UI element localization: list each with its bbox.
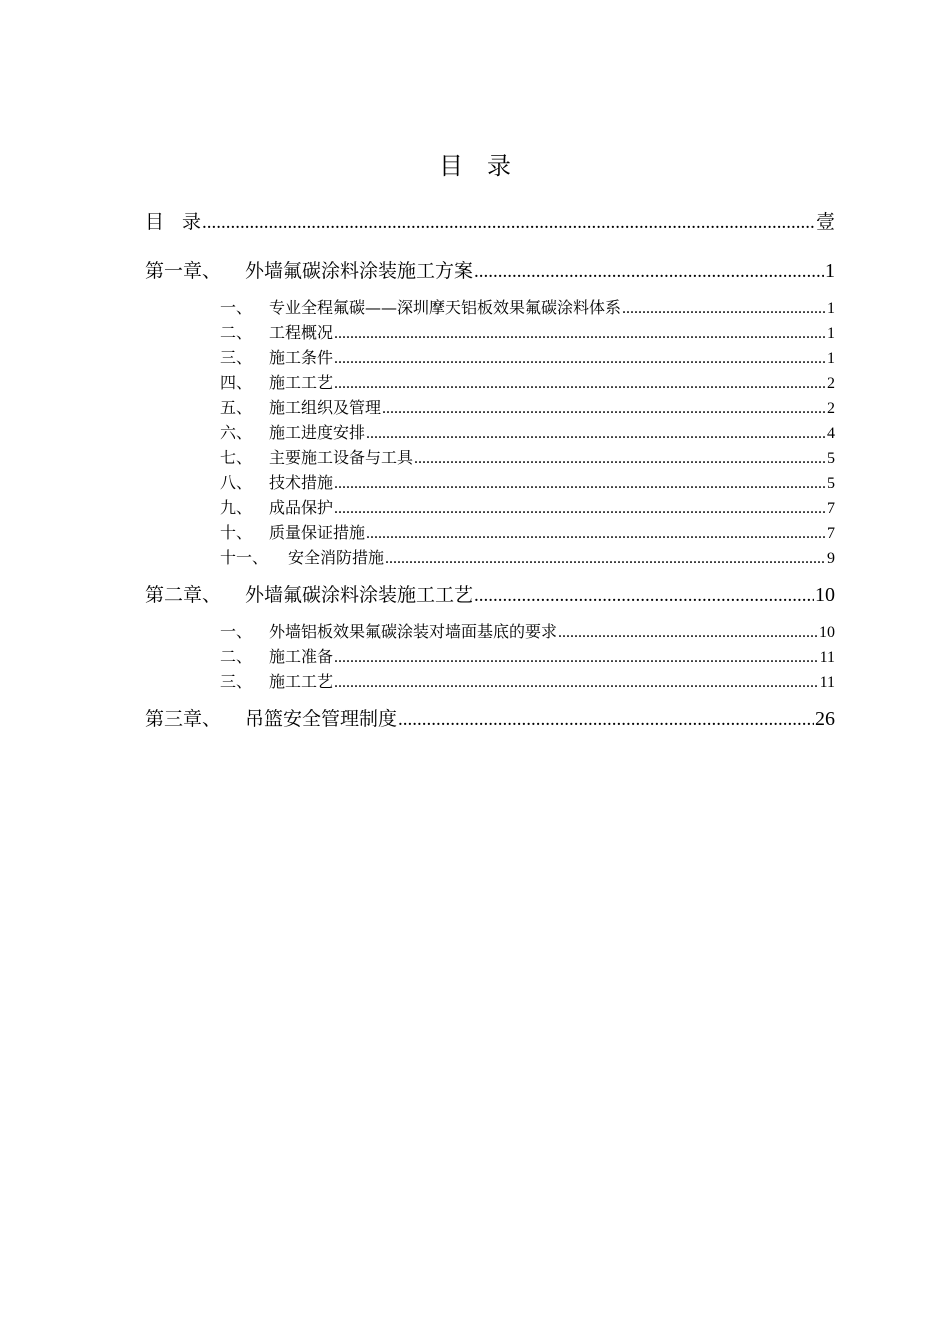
- section-title: 主要施工设备与工具: [269, 448, 414, 467]
- section-title: 成品保护: [269, 498, 334, 517]
- toc-page-number: 9: [827, 550, 835, 567]
- toc-section[interactable]: [220, 521, 835, 545]
- dot-leader: [334, 347, 826, 370]
- dot-leader: [366, 522, 826, 545]
- section-number: 十一、: [220, 548, 269, 567]
- section-title: 专业全程氟碳——深圳摩天铝板效果氟碳涂料体系: [269, 298, 622, 317]
- chapter-title: 吊篮安全管理制度: [245, 708, 398, 730]
- section-title: 施工条件: [269, 348, 334, 367]
- dot-leader: [398, 706, 814, 733]
- toc-page-number: 5: [827, 450, 835, 467]
- dot-leader: [474, 258, 824, 285]
- dot-leader: [334, 671, 819, 694]
- toc-section[interactable]: [220, 546, 835, 570]
- page-title-text: 目 录: [439, 152, 511, 180]
- dot-leader: [334, 497, 826, 520]
- section-number: 八、: [220, 473, 253, 492]
- chapter-number: 第三章、: [145, 708, 222, 730]
- section-number: 三、: [220, 672, 253, 691]
- section-number: 九、: [220, 498, 253, 517]
- section-title: 施工工艺: [269, 373, 334, 392]
- toc-page-number: 壹: [815, 211, 835, 233]
- dot-leader: [622, 297, 826, 320]
- toc-section[interactable]: [220, 446, 835, 470]
- section-title: 工程概况: [269, 323, 334, 342]
- toc-chapter-3[interactable]: [145, 705, 835, 733]
- toc-entry-contents[interactable]: [145, 207, 835, 237]
- section-title: 施工工艺: [269, 672, 334, 691]
- dot-leader: [474, 582, 814, 609]
- section-title: 施工进度安排: [269, 423, 366, 442]
- toc-entry-title: 目 录: [145, 211, 202, 233]
- section-number: 一、: [220, 622, 253, 641]
- dot-leader: [334, 322, 826, 345]
- section-number: 四、: [220, 373, 253, 392]
- chapter-title: 外墙氟碳涂料涂装施工工艺: [245, 584, 474, 606]
- section-title: 施工准备: [269, 647, 334, 666]
- toc-page-number: 1: [827, 325, 835, 342]
- section-number: 一、: [220, 298, 253, 317]
- section-title: 技术措施: [269, 473, 334, 492]
- toc-page-number: 10: [819, 624, 835, 641]
- dot-leader: [202, 208, 815, 237]
- toc-section[interactable]: [220, 496, 835, 520]
- toc-page-number: 1: [825, 260, 835, 282]
- toc-chapter-1[interactable]: [145, 257, 835, 285]
- toc-page-number: 5: [827, 475, 835, 492]
- toc-page-number: 11: [819, 649, 835, 666]
- toc-page-number: 10: [815, 584, 835, 606]
- toc-section[interactable]: [220, 346, 835, 370]
- dot-leader: [334, 646, 819, 669]
- page-title: [0, 146, 950, 181]
- dot-leader: [385, 547, 826, 570]
- chapter-number: 第一章、: [145, 260, 222, 282]
- toc-page-number: 2: [827, 375, 835, 392]
- dot-leader: [366, 422, 826, 445]
- toc-page-number: 7: [827, 500, 835, 517]
- toc-section[interactable]: [220, 396, 835, 420]
- section-number: 七、: [220, 448, 253, 467]
- toc-page-number: 11: [819, 674, 835, 691]
- section-title: 施工组织及管理: [269, 398, 382, 417]
- toc-section[interactable]: [220, 670, 835, 694]
- toc-section[interactable]: [220, 421, 835, 445]
- section-number: 六、: [220, 423, 253, 442]
- dot-leader: [382, 397, 826, 420]
- toc-chapter-2[interactable]: [145, 581, 835, 609]
- section-number: 三、: [220, 348, 253, 367]
- dot-leader: [334, 472, 826, 495]
- toc-section[interactable]: [220, 296, 835, 320]
- section-number: 五、: [220, 398, 253, 417]
- toc-page-number: 1: [827, 300, 835, 317]
- section-title: 质量保证措施: [269, 523, 366, 542]
- dot-leader: [558, 621, 818, 644]
- section-number: 二、: [220, 647, 253, 666]
- chapter-number: 第二章、: [145, 584, 222, 606]
- toc-section[interactable]: [220, 645, 835, 669]
- toc-section[interactable]: [220, 471, 835, 495]
- dot-leader: [334, 372, 826, 395]
- section-number: 十、: [220, 523, 253, 542]
- section-title: 外墙铝板效果氟碳涂装对墙面基底的要求: [269, 622, 558, 641]
- toc-section[interactable]: [220, 321, 835, 345]
- toc-page-number: 1: [827, 350, 835, 367]
- chapter-title: 外墙氟碳涂料涂装施工方案: [245, 260, 474, 282]
- toc-page-number: 26: [815, 708, 835, 730]
- toc-page-number: 7: [827, 525, 835, 542]
- dot-leader: [414, 447, 826, 470]
- section-number: 二、: [220, 323, 253, 342]
- toc-page-number: 2: [827, 400, 835, 417]
- toc-section[interactable]: [220, 371, 835, 395]
- toc-page-number: 4: [827, 425, 835, 442]
- toc-section[interactable]: [220, 620, 835, 644]
- section-title: 安全消防措施: [288, 548, 385, 567]
